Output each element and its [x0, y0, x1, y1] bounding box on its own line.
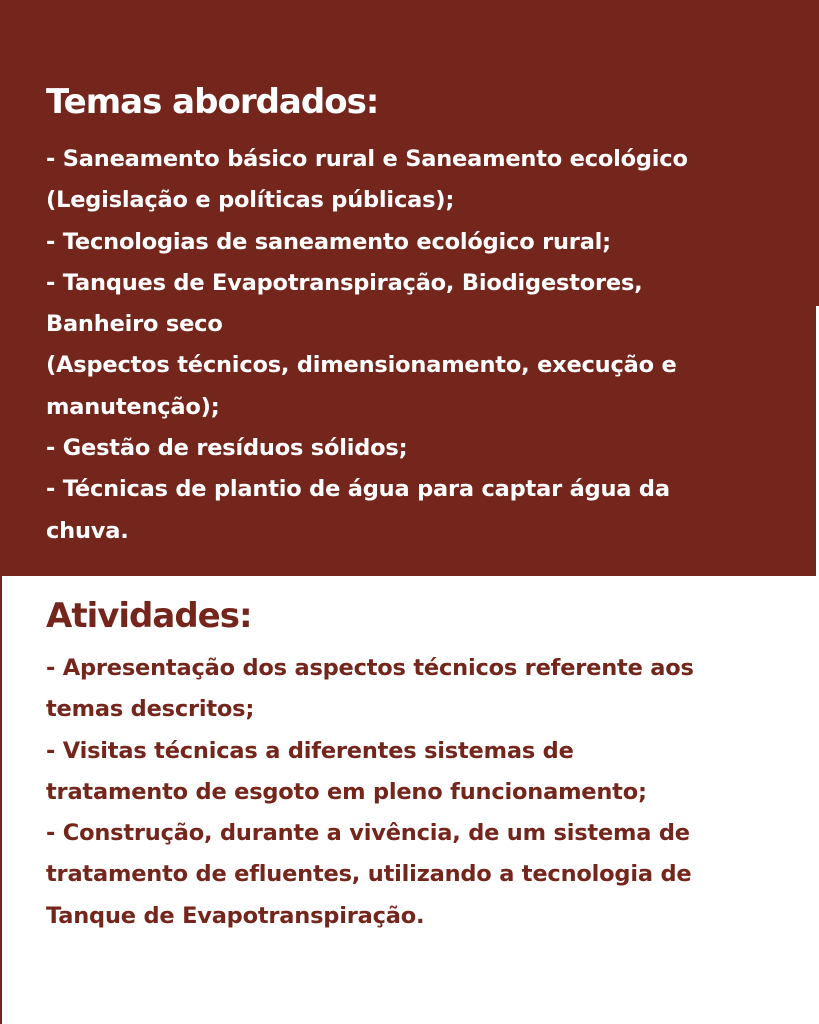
- topics-list: [46, 139, 816, 552]
- topics-heading: Temas abordados:: [46, 82, 379, 122]
- activities-line: - Apresentação dos aspectos técnicos referente aos: [46, 655, 694, 681]
- activities-line: Tanque de Evapotranspiração.: [46, 902, 425, 929]
- topics-line: - Técnicas de plantio de água para captar água da: [46, 476, 670, 503]
- activities-line: tratamento de esgoto em pleno funcionamento;: [46, 778, 647, 805]
- topics-line: - Tecnologias de saneamento ecológico rural;: [46, 228, 611, 255]
- topics-line: - Tanques de Evapotranspiração, Biodigestores,: [46, 269, 643, 296]
- activities-list: [46, 648, 816, 937]
- topics-line: manutenção);: [46, 393, 220, 420]
- activities-line: tratamento de efluentes, utilizando a tecnologia de: [46, 861, 692, 888]
- topics-line: (Legislação e políticas públicas);: [46, 187, 455, 214]
- activities-heading: Atividades:: [46, 596, 252, 636]
- activities-line: - Construção, durante a vivência, de um sistema de: [46, 820, 690, 847]
- topics-line: chuva.: [46, 517, 129, 544]
- topics-line: (Aspectos técnicos, dimensionamento, execução e: [46, 352, 677, 379]
- activities-line: - Visitas técnicas a diferentes sistemas de: [46, 737, 574, 764]
- topics-line: Banheiro seco: [46, 311, 223, 338]
- topics-line: - Gestão de resíduos sólidos;: [46, 435, 408, 462]
- left-border-line: [0, 576, 2, 1024]
- activities-line: temas descritos;: [46, 696, 255, 723]
- topics-line: - Saneamento básico rural e Saneamento ecológico: [46, 146, 688, 172]
